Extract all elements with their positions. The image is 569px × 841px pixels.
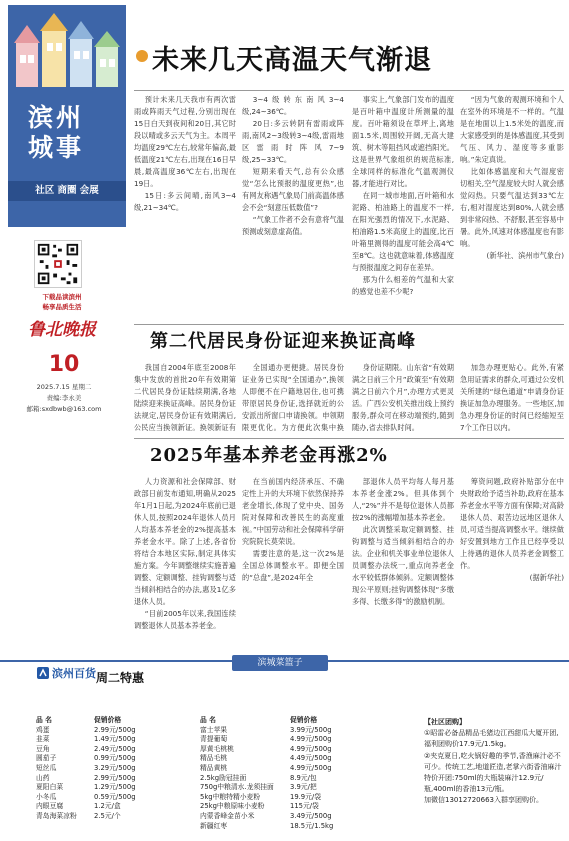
item-price: 2.5元/个 (94, 811, 121, 820)
paragraph: 部退休人员平均每人每月基本养老金涨2%。但具体到个人,“2%”并不是每位退休人员都按2%的涨幅增加基本养老金。 (352, 477, 454, 522)
table-row (200, 745, 400, 755)
item-name: 25kg中粮原味小麦粉 (200, 802, 265, 811)
table-row (36, 793, 186, 803)
article1-top-rule (134, 90, 564, 91)
table-row (36, 745, 186, 755)
item-price: 3.29元/500g (94, 763, 136, 772)
article1-col1 (134, 94, 236, 316)
section-title (8, 103, 126, 163)
issue-date: 2025.7.15 (36, 383, 70, 391)
article2-col2 (242, 362, 344, 432)
table-row (36, 764, 186, 774)
article2-col1 (134, 362, 236, 432)
group-buy-item: ①昭雷必备品精品毛猪边江西甜瓜大厦开团,福利团购价17.9元/1.5kg。 (424, 729, 559, 749)
table-row (36, 774, 186, 784)
item-name: 精品黄桃 (200, 763, 228, 772)
item-name: 内眼豆腐 (36, 802, 64, 811)
item-name: 5kg中粮特精小麦粉 (200, 792, 261, 801)
editor-email: 邮箱:sxdbwb@163.com (26, 405, 102, 413)
paragraph: 人力资源和社会保障部、财政部日前发布通知,明确从2025年1月1日起,为2024年底前已退休人员,按照2024年退休人员月人均基本养老金的2%提高基本养老金水平。除了上述,各省份将结合本地区实际,制定具体实施方案。今年调整继续实施普遍调整、定额调整、挂钩调整与适当倾斜相结合的办法,惠及1亿多退休人员。 (134, 477, 236, 606)
paragraph: 全国通办更便捷。居民身份证业务已实现“全国通办”,换领人即便不在户籍地居住,也可携带原居民身份证,选择就近的公安派出所窗口申请换领。申领期限更优化。为方便此次集中换 (242, 363, 344, 432)
item-price: 0.99元/500g (94, 754, 136, 763)
item-price: 3.49元/500g (290, 811, 332, 820)
item-price: 4.99元/500g (290, 744, 332, 753)
section-title-line1: 滨州 (28, 103, 85, 132)
paragraph: “目前2005年以来,我国连续调整退休人员基本养老金。 (134, 609, 236, 630)
table-row (36, 802, 186, 812)
item-price: 0.59元/500g (94, 792, 136, 801)
ad-headline: 周二特惠 (96, 671, 145, 685)
item-name: 青提葡萄 (200, 735, 228, 744)
table-row (200, 774, 400, 784)
col-header-price: 促销价格 (94, 716, 122, 724)
item-name: 韭菜 (36, 735, 50, 744)
article3-col2 (242, 476, 344, 644)
col-header-name: 品 名 (36, 716, 52, 724)
item-name: 内蒙香峰金苗小米 (200, 811, 255, 820)
price-table-mid (200, 716, 400, 831)
weather-icon (134, 48, 150, 64)
article3-col1 (134, 476, 236, 644)
item-price: 4.49元/500g (290, 754, 332, 763)
group-buy-item: ②夹克夏日,吃火锅好趣的季节,香渔麻汁必不可少。传统工艺,地道匠造,老掌六街香油麻汁特价开团:750ml的大瓶装麻汁12.9元/瓶,400ml的香油13元/瓶。 (424, 751, 562, 794)
qr-caption-line2: 畅享品质生活 (42, 303, 82, 311)
store-name: 滨州百货 (52, 667, 96, 680)
paragraph: “因为气象的观测环境和个人在室外的环境是不一样的。气温是在地面以上1.5米处的温度,而大家感受到的是体感温度,其受到气压、风力、湿度等多重影响。”朱定真说。 (460, 95, 564, 164)
article3-col3 (352, 476, 454, 644)
table-row (36, 735, 186, 745)
col-header-price: 促销价格 (290, 716, 318, 724)
item-price: 1.49元/500g (94, 735, 136, 744)
article1-col4 (460, 94, 564, 316)
item-price: 1.2元/盒 (94, 802, 121, 811)
issue-weekday: 星期二 (71, 383, 92, 391)
group-buy-item: 加微信13012720663入群享团购价。 (424, 796, 543, 805)
paragraph: 3~4级转东南风3~4级,24~36℃。 (242, 95, 344, 116)
paragraph: 比如体感温度和大气湿度密切相关,空气湿度较大时人就会感觉闷热。只要气温达到33℃左右,相对湿度达到80%,人就会感到非常闷热、不舒服,甚至容易中暑。此外,风速对体感温度也有影响。 (460, 167, 564, 248)
table-row (36, 726, 186, 736)
qr-code-icon[interactable] (34, 240, 82, 288)
paragraph: “气象工作者不会有意将气温预测或刻意虚高值。 (242, 215, 344, 236)
paragraph: 预计未来几天我市有两次雷雨或阵雨天气过程,分别出现在15日白天到夜间和20日,其它时段以晴或多云天气为主。本周平均温度29℃左右,较常年偏高,最低温度21℃左右,出现在16日早晨,最高温度36℃左右,出现在19日。 (134, 95, 236, 188)
table-row (200, 812, 400, 822)
table-row (200, 822, 400, 832)
article3-headline: 2025年基本养老金再涨2% (150, 445, 388, 466)
table-row (200, 735, 400, 745)
paragraph: 加急办理更贴心。此外,有紧急用证需求的群众,可通过公安机关所建的“绿色通道”申请身份证换证加急办理服务。一些地区,加急办理身份证的时间已经缩短至7个工作日以内。 (460, 363, 564, 432)
source-credit: (据新华社) (529, 573, 564, 582)
article3-col4 (460, 476, 564, 644)
item-price: 8.9元/包 (290, 773, 317, 782)
paragraph: 事实上,气象部门发布的温度是百叶箱中温度计所测量的温度。百叶箱须设在草坪上,离地面1.5米,周围较开阔,无高大建筑、树木等阻挡风或遮挡阳光。这是世界气象组织的规范标准,全球同样的标准化气温观测仪器,才能进行对比。 (352, 95, 454, 188)
item-name: 短丝瓜 (36, 763, 57, 772)
item-name: 夏阳白菜 (36, 783, 64, 792)
store-logo-icon (36, 666, 50, 680)
paragraph: 我国自2004年底至2008年集中发放的首批20年有效期第二代居民身份证陆续期满,各地陆续迎来换证高峰。居民身份证法规定,居民身份证有效期满后,公民应当换领新证。换领新证有 (134, 363, 236, 432)
item-name: 豆角 (36, 744, 50, 753)
group-buy-title: 【社区团购】 (424, 718, 466, 726)
article1-col3 (352, 94, 454, 316)
paragraph: 此次调整采取定额调整、挂钩调整与适当倾斜相结合的办法。企业和机关事业单位退休人员调整办法统一,重点向养老金水平较低群体倾斜。定额调整体现公平原则;挂钩调整体现“多缴多得、长缴多得”的激励机制。 (352, 525, 454, 606)
qr-caption-line1: 下载品读滨州 (42, 293, 82, 301)
item-name: 小冬瓜 (36, 792, 57, 801)
article2-headline: 第二代居民身份证迎来换证高峰 (150, 331, 416, 352)
item-price: 4.99元/500g (290, 763, 332, 772)
item-price: 19.9元/袋 (290, 792, 322, 801)
source-credit: (新华社、滨州市气象台) (486, 251, 564, 260)
item-price: 2.99元/500g (94, 773, 136, 782)
item-price: 3.9元/把 (290, 783, 317, 792)
paragraph: 15日:多云间晴,南风3~4级,21~34℃。 (134, 191, 236, 212)
item-name: 新疆红枣 (200, 821, 228, 830)
item-name: 2.5kg励冠挂面 (200, 773, 247, 782)
section-title-line2: 城事 (28, 133, 85, 162)
page-meta (10, 382, 118, 415)
table-row (36, 812, 186, 822)
table-row (200, 802, 400, 812)
item-name: 750g中粮清水.龙须挂面 (200, 783, 274, 792)
editor: 责编:李永美 (46, 394, 82, 402)
paragraph: 筹资问题,政府补贴部分在中央财政给予适当补助,政府在基本养老金水平等方面有保障;对高龄退休人员、艰苦边远地区退休人员,可适当提高调整水平。继续做好安置到地方工作且已经享受以上待遇的退休人员养老金调整工作。 (460, 477, 564, 570)
community-group-buy (424, 717, 564, 807)
table-row (36, 754, 186, 764)
section-masthead (8, 5, 126, 227)
item-name: 富士苹果 (200, 725, 228, 734)
price-table-left (36, 716, 186, 822)
article2-top-rule (134, 324, 564, 325)
article3-top-rule (134, 438, 564, 439)
section-tags: 社区 商圈 会展 (8, 181, 126, 201)
page-number: 10 (48, 352, 80, 377)
article1-headline: 未来几天高温天气渐退 (152, 45, 432, 76)
store-logo (36, 663, 96, 685)
item-price: 115元/袋 (290, 802, 319, 811)
article1-col2 (242, 94, 344, 316)
table-row (200, 793, 400, 803)
section-sidebar (0, 0, 128, 548)
item-name: 青岛海菜凉粉 (36, 811, 77, 820)
paragraph: 身份证期限。山东省“有效期满之日前三个月”政策至“有效期满之日前六个月”,办理方式更灵活。广西公安机关推出线上预约服务,群众可在移动端预约,随到随办,省去排队时间。 (352, 363, 454, 432)
table-header (200, 716, 400, 726)
item-price: 2.49元/500g (94, 744, 136, 753)
item-price: 2.99元/500g (94, 725, 136, 734)
paragraph: 在当前国内经济承压、不确定性上升的大环境下依然保持养老金增长,体现了党中央、国务院对保障和改善民生的高度重视。”中国劳动和社会保障科学研究院院长莫荣说。 (242, 477, 344, 546)
buildings-illustration (14, 11, 120, 91)
table-row (200, 764, 400, 774)
item-price: 3.99元/500g (290, 725, 332, 734)
table-row (200, 726, 400, 736)
item-name: 鸡蛋 (36, 725, 50, 734)
paragraph: 20日:多云转阴有雷雨或阵雨,南风2~3级转3~4级,雷雨地区雷雨时阵风7~9级,25~33℃。 (242, 119, 344, 164)
table-row (200, 783, 400, 793)
table-row (36, 783, 186, 793)
qr-caption (12, 292, 112, 312)
item-name: 厚黄毛桃桃 (200, 744, 234, 753)
table-header (36, 716, 186, 726)
paragraph: 需要注意的是,这一次2%是全国总体调整水平。即便全国的“总盘”,是2024年全 (242, 549, 344, 582)
col-header-name: 品 名 (200, 716, 216, 724)
item-name: 精品毛桃 (200, 754, 228, 763)
paragraph: 那为什么相差的气温和大家的感觉也差不少呢? (352, 275, 454, 296)
ad-tag: 滨城菜篮子 (232, 655, 328, 671)
item-price: 18.5元/1.5kg (290, 821, 334, 830)
article2-col4 (460, 362, 564, 432)
item-price: 1.29元/500g (94, 783, 136, 792)
table-row (200, 754, 400, 764)
article2-col3 (352, 362, 454, 432)
newspaper-logo: 鲁北晚报 (28, 320, 96, 340)
item-name: 圆茄子 (36, 754, 57, 763)
item-price: 4.99元/500g (290, 735, 332, 744)
paragraph: 在同一城市地面,百叶箱和水泥路、柏油路上的温度不一样,在阳光强烈的情况下,水泥路、柏油路1.5米高度上的温度,比百叶箱里测得的温度可能会高4℃至8℃。这也就意味着,体感温度与预报温度之间存在差异。 (352, 191, 454, 272)
paragraph: 短期来看天气,总有公众感觉“怎么比预报的温度更热”,也有网友称遇气象局门前高温体感会不会“刻意压低数值”? (242, 167, 344, 212)
item-name: 山药 (36, 773, 50, 782)
